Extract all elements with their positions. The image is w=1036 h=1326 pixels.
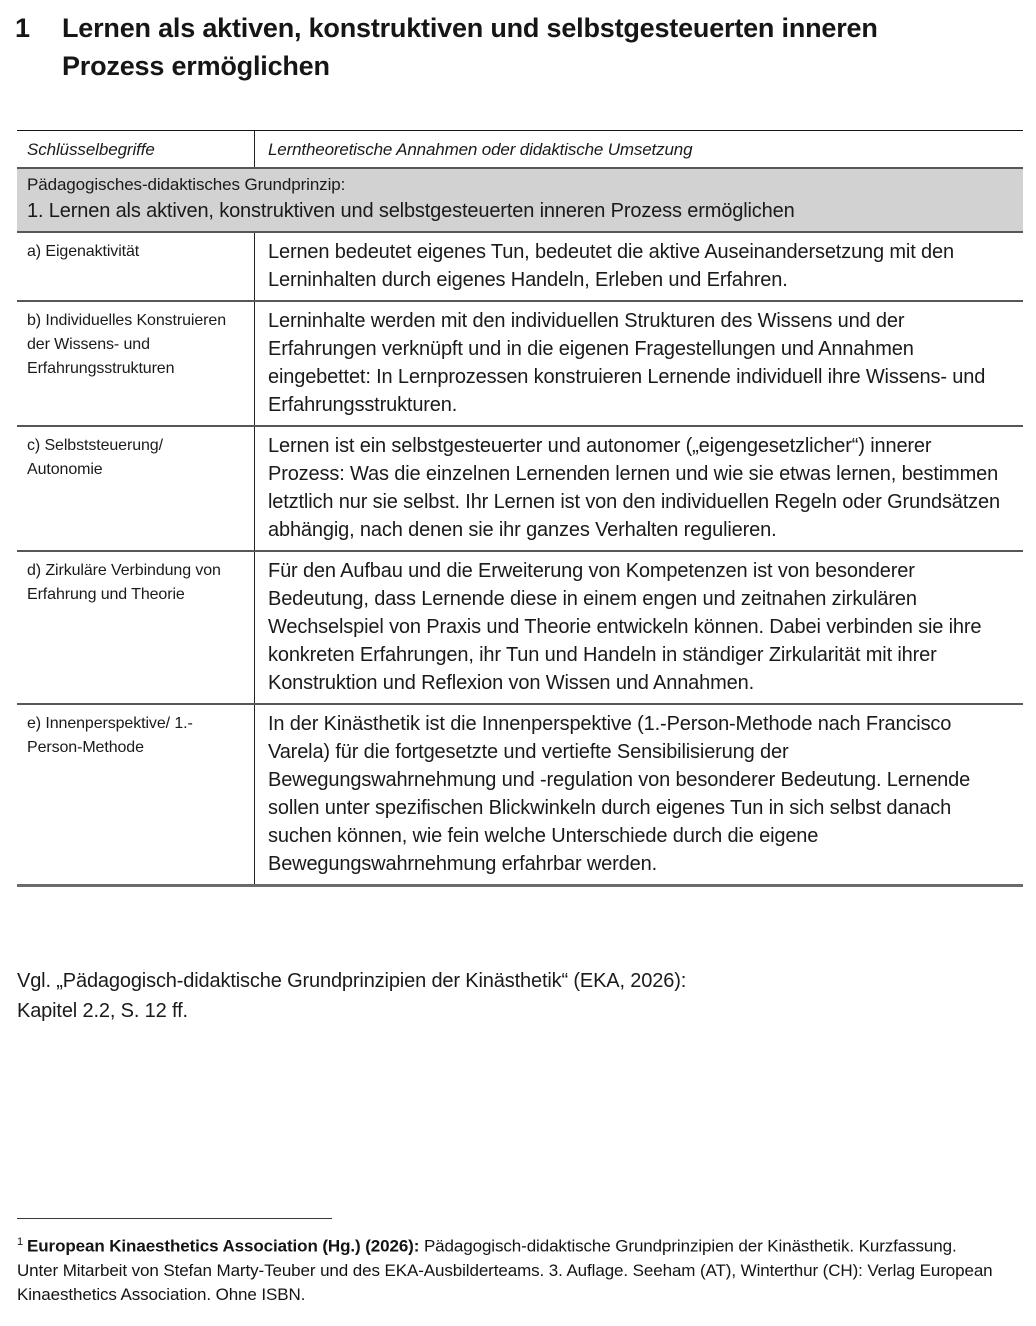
table-row-c <box>17 427 1023 552</box>
footnote-source: European Kinaesthetics Association (Hg.) (2026): <box>27 1236 420 1256</box>
description-cell: Lerninhalte werden mit den individuellen Strukturen des Wissens und der Erfahrungen verknüpft und in die eigenen Fragestellungen und Annahmen eingebettet: In Lernprozessen konstruieren Lernende individuell ihre Wissens- und Erfahrungsstrukturen. <box>268 310 986 416</box>
table-row-b <box>17 302 1023 427</box>
term-cell: b) Individuelles Konstruieren der Wissens- und Erfahrungsstrukturen <box>17 302 255 425</box>
term-cell: d) Zirkuläre Verbindung von Erfahrung und Theorie <box>17 552 255 703</box>
heading-text <box>62 9 878 85</box>
term-cell: e) Innenperspektive/ 1.-Person-Methode <box>17 705 255 884</box>
description-cell: Für den Aufbau und die Erweiterung von Kompetenzen ist von besonderer Bedeutung, dass Lernende diese in einem engen und zeitnahen zirkulären Wechselspiel von Praxis und Theorie entwickeln können. Dabei verbinden sie ihre konkreten Erfahrungen, ihr Tun und Handeln in ständiger Zirkularität mit ihrer Konstruktion und Reflexion von Wissen und Annahmen. <box>268 560 982 694</box>
term-cell: a) Eigenaktivität <box>17 233 255 300</box>
table-header-row <box>17 131 1023 169</box>
principle-title: 1. Lernen als aktiven, konstruktiven und selbstgesteuerten inneren Prozess ermöglichen <box>27 200 795 222</box>
footnote-separator <box>17 1218 332 1219</box>
description-cell: Lernen bedeutet eigenes Tun, bedeutet die aktive Auseinandersetzung mit den Lerninhalten durch eigenes Handeln, Erleben und Erfahren. <box>268 241 954 291</box>
header-description-cell: Lerntheoretische Annahmen oder didaktische Umsetzung <box>268 140 693 159</box>
reference-line-1: Vgl. „Pädagogisch-didaktische Grundprinzipien der Kinästhetik“ (EKA, 2026): <box>17 970 687 992</box>
footnote-text: Pädagogisch-didaktische Grundprinzipien der Kinästhetik. Kurzfassung. Unter Mitarbeit von Stefan Marty-Teuber und des EKA-Ausbilderteams. 3. Auflage. Seeham (AT), Winterthur (CH): Verlag European Kinaesthetics Association. Ohne ISBN. <box>17 1236 993 1304</box>
description-cell: In der Kinästhetik ist die Innenperspektive (1.-Person-Methode nach Francisco Varela) für die fortgesetzte und vertiefte Sensibilisierung der Bewegungswahrnehmung und -regulation von besonderer Bedeutung. Lernende sollen unter spezifischen Blickwinkeln durch eigenes Tun in sich selbst danach suchen können, wie fein welche Unterschiede durch die eigene Bewegungswahrnehmung erfahrbar werden. <box>268 713 971 875</box>
section-heading <box>15 9 1022 85</box>
table-row-e <box>17 705 1023 887</box>
heading-number: 1 <box>15 13 30 43</box>
heading-line-1: Lernen als aktiven, konstruktiven und selbstgesteuerten inneren <box>62 13 878 43</box>
term-cell: c) Selbststeuerung/ Autonomie <box>17 427 255 550</box>
keywords-table <box>17 130 1023 887</box>
reference-line-2: Kapitel 2.2, S. 12 ff. <box>17 1000 188 1022</box>
principle-label: Pädagogisches-didaktisches Grundprinzip: <box>27 175 346 194</box>
description-cell: Lernen ist ein selbstgesteuerter und autonomer („eigengesetzlicher“) innerer Prozess: Was die einzelnen Lernenden lernen und wie sie etwas lernen, bestimmen letztlich nur sie selbst. Ihr Lernen ist von den individuellen Regeln oder Grundsätzen abhängig, nach denen sie ihr ganzes Verhalten regulieren. <box>268 435 1000 541</box>
table-row-d <box>17 552 1023 705</box>
reference-note <box>17 966 1022 1026</box>
footnote-block <box>17 1218 1022 1307</box>
principle-row <box>17 169 1023 233</box>
heading-line-2: Prozess ermöglichen <box>62 51 330 81</box>
footnote <box>17 1230 1002 1307</box>
header-term-cell: Schlüsselbegriffe <box>17 131 255 167</box>
table-row-a <box>17 233 1023 302</box>
footnote-marker: 1 <box>17 1236 24 1248</box>
